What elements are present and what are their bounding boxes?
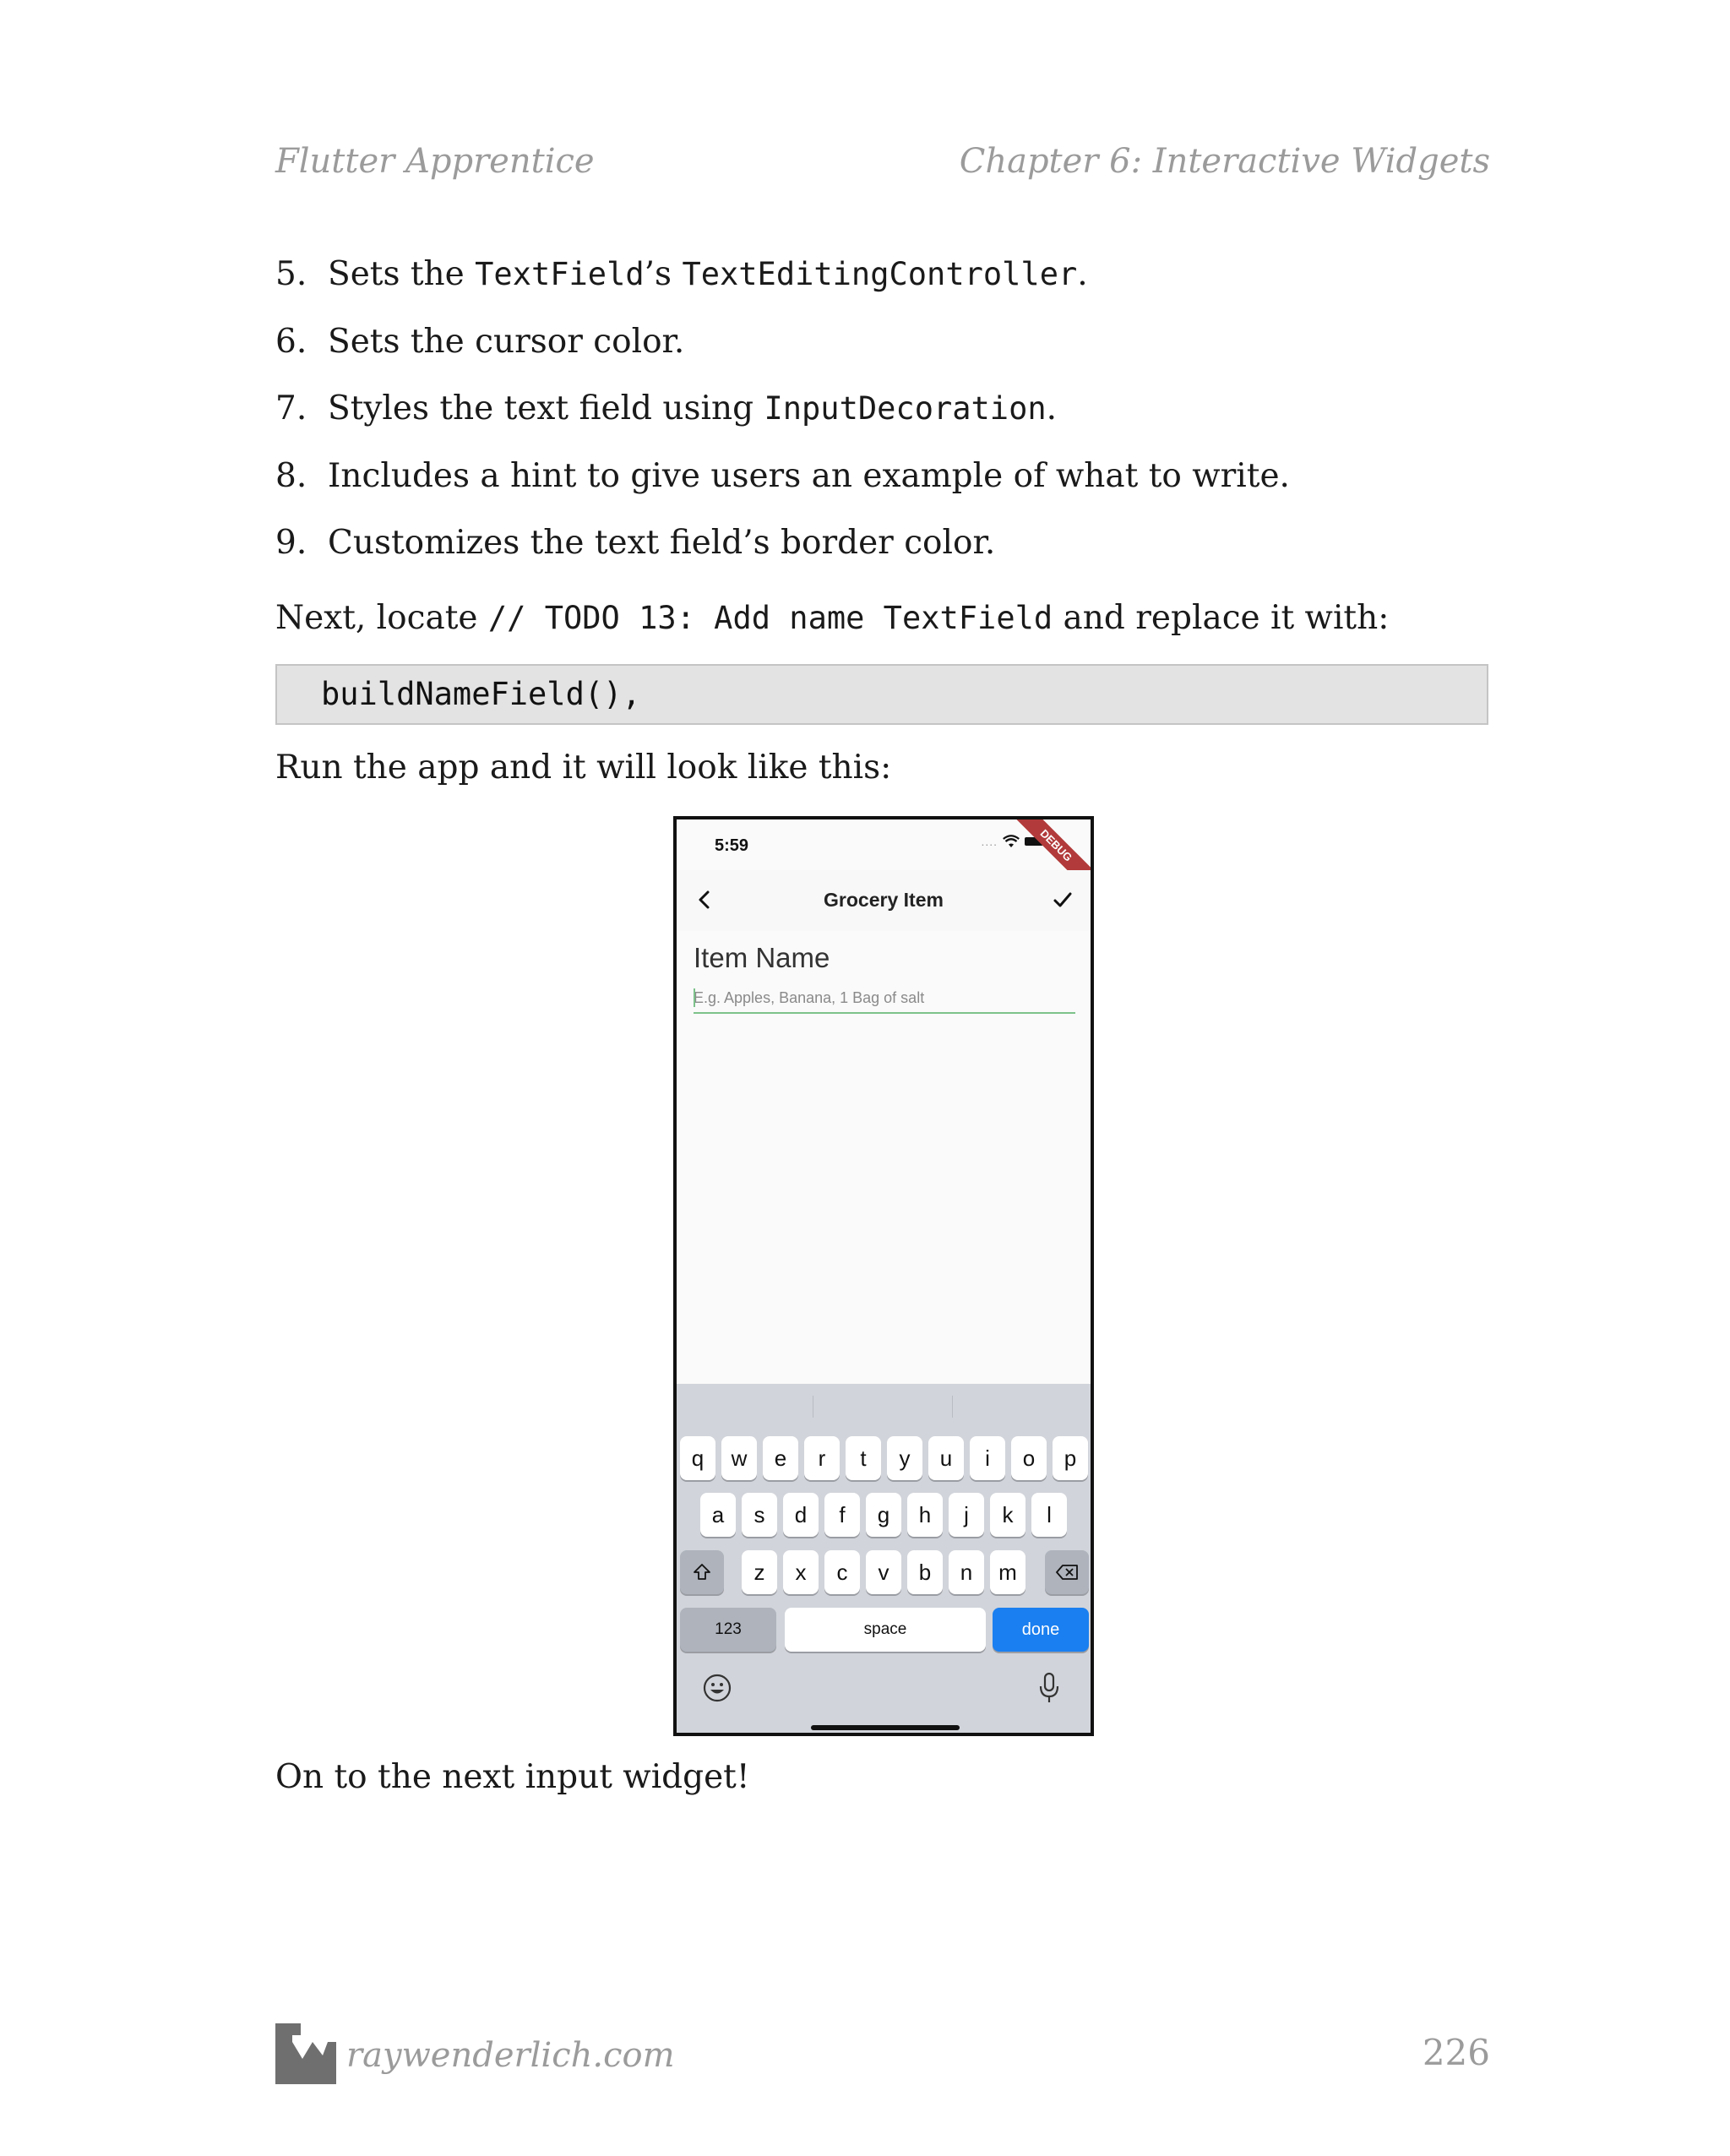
key-m[interactable]: m	[990, 1550, 1025, 1594]
list-item	[275, 253, 1492, 321]
list-number: 8.	[275, 456, 307, 495]
checkmark-icon[interactable]	[1048, 885, 1077, 914]
key-s[interactable]: s	[742, 1493, 777, 1537]
key-x[interactable]: x	[783, 1550, 819, 1594]
app-bar-title: Grocery Item	[824, 889, 944, 911]
signal-dots-icon: ....	[981, 835, 998, 848]
text-cursor	[694, 988, 695, 1007]
inline-code: // TODO 13: Add name TextField	[487, 600, 1053, 636]
list-item	[275, 388, 1492, 455]
key-t[interactable]: t	[846, 1436, 881, 1480]
list-text: Sets the TextField’s TextEditingController.	[328, 255, 1088, 293]
key-b[interactable]: b	[907, 1550, 943, 1594]
list-text: Includes a hint to give users an example of what to write.	[328, 456, 1290, 495]
run-paragraph: Run the app and it will look like this:	[275, 749, 892, 787]
home-indicator	[811, 1725, 960, 1730]
key-a[interactable]: a	[700, 1493, 736, 1537]
book-title: Flutter Apprentice	[275, 142, 595, 181]
list-number: 5.	[275, 255, 307, 293]
key-k[interactable]: k	[990, 1493, 1025, 1537]
key-n[interactable]: n	[949, 1550, 984, 1594]
done-key[interactable]: done	[993, 1608, 1089, 1652]
key-i[interactable]: i	[970, 1436, 1005, 1480]
suggestion-bar	[677, 1384, 1091, 1428]
key-q[interactable]: q	[680, 1436, 715, 1480]
footer-site[interactable]: raywenderlich.com	[346, 2036, 675, 2075]
key-u[interactable]: u	[928, 1436, 964, 1480]
key-p[interactable]: p	[1053, 1436, 1088, 1480]
shift-icon	[692, 1562, 712, 1582]
code-block: buildNameField(),	[275, 664, 1488, 725]
list-item	[275, 321, 1492, 389]
key-z[interactable]: z	[742, 1550, 777, 1594]
key-o[interactable]: o	[1011, 1436, 1047, 1480]
closing-paragraph: On to the next input widget!	[275, 1758, 750, 1796]
inline-code: InputDecoration	[764, 390, 1047, 427]
item-name-label: Item Name	[694, 942, 830, 973]
list-text: Styles the text field using InputDecoration.	[328, 389, 1058, 427]
shift-key[interactable]	[680, 1550, 724, 1594]
inline-code: TextField	[475, 256, 645, 292]
key-c[interactable]: c	[824, 1550, 860, 1594]
app-bar	[677, 870, 1091, 931]
list-item	[275, 455, 1492, 523]
raywenderlich-logo	[275, 2023, 336, 2084]
key-h[interactable]: h	[907, 1493, 943, 1537]
emoji-icon[interactable]	[702, 1673, 732, 1703]
key-d[interactable]: d	[783, 1493, 819, 1537]
suggestion-divider	[952, 1396, 953, 1418]
key-r[interactable]: r	[804, 1436, 840, 1480]
backspace-icon	[1055, 1564, 1079, 1581]
key-f[interactable]: f	[824, 1493, 860, 1537]
space-key[interactable]: space	[785, 1608, 986, 1652]
debug-banner: DEBUG	[1004, 816, 1094, 897]
key-w[interactable]: w	[721, 1436, 757, 1480]
list-text: Customizes the text field’s border color.	[328, 524, 996, 562]
list-number: 7.	[275, 389, 307, 427]
key-g[interactable]: g	[866, 1493, 901, 1537]
list-number: 6.	[275, 322, 307, 361]
steps-list	[275, 253, 1492, 590]
key-e[interactable]: e	[763, 1436, 798, 1480]
wifi-icon	[1003, 835, 1020, 848]
phone-screenshot	[673, 816, 1094, 1736]
key-l[interactable]: l	[1031, 1493, 1067, 1537]
item-name-field[interactable]	[694, 983, 1075, 1014]
list-number: 9.	[275, 524, 307, 562]
backspace-key[interactable]	[1045, 1550, 1089, 1594]
status-time: 5:59	[715, 836, 749, 855]
list-item	[275, 522, 1492, 590]
key-v[interactable]: v	[866, 1550, 901, 1594]
key-y[interactable]: y	[887, 1436, 922, 1480]
numbers-key[interactable]: 123	[680, 1608, 776, 1652]
next-paragraph: Next, locate // TODO 13: Add name TextField and replace it with:	[275, 599, 1390, 637]
ios-keyboard	[677, 1384, 1091, 1736]
list-text: Sets the cursor color.	[328, 322, 685, 361]
inline-code: TextEditingController	[682, 256, 1078, 292]
microphone-icon[interactable]	[1036, 1671, 1062, 1705]
page-number: 226	[1422, 2032, 1490, 2073]
key-j[interactable]: j	[949, 1493, 984, 1537]
chapter-title: Chapter 6: Interactive Widgets	[959, 142, 1490, 181]
